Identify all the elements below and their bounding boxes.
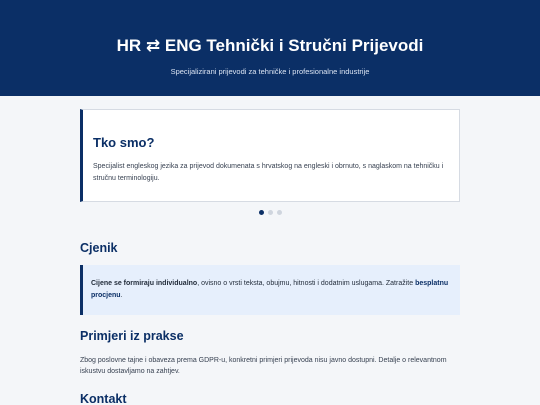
slide-text: Specijalist engleskog jezika za prijevod dokumenata s hrvatskog na engleski i obrnuto, s naglaskom na tehničku i stručnu terminologiju. (93, 163, 444, 182)
main-content (80, 109, 460, 405)
site-title: HR ⇄ ENG Tehnički i Stručni Prijevodi (116, 36, 424, 55)
slider-dot-1[interactable] (259, 210, 264, 215)
pricing-middle: , ovisno o vrsti teksta, obujmu, hitnosti i dodatnim uslugama. Zatražite (197, 280, 416, 287)
hero-header (0, 0, 540, 96)
about-slide (80, 109, 460, 202)
slide-title: Tko smo? (93, 135, 155, 150)
slider-dot-3[interactable] (277, 210, 282, 215)
slider-dots (80, 210, 460, 216)
contact-title: Kontakt (80, 392, 127, 405)
pricing-lead: Cijene se formiraju individualno (91, 280, 198, 287)
pricing-title: Cjenik (80, 241, 118, 255)
free-estimate-link[interactable]: besplatnu procjenu (91, 280, 449, 299)
pricing-info-box (80, 265, 460, 315)
pricing-end: . (120, 292, 123, 299)
site-subtitle: Specijalizirani prijevodi za tehničke i profesionalne industrije (170, 67, 370, 76)
slider-dot-2[interactable] (268, 210, 273, 215)
examples-text: Zbog poslovne tajne i obaveza prema GDPR-u, konkretni primjeri prijevoda nisu javno dostupni. Detalje o relevantnom iskustvu dostavljamo na zahtjev. (80, 357, 447, 375)
examples-title: Primjeri iz prakse (80, 329, 184, 343)
